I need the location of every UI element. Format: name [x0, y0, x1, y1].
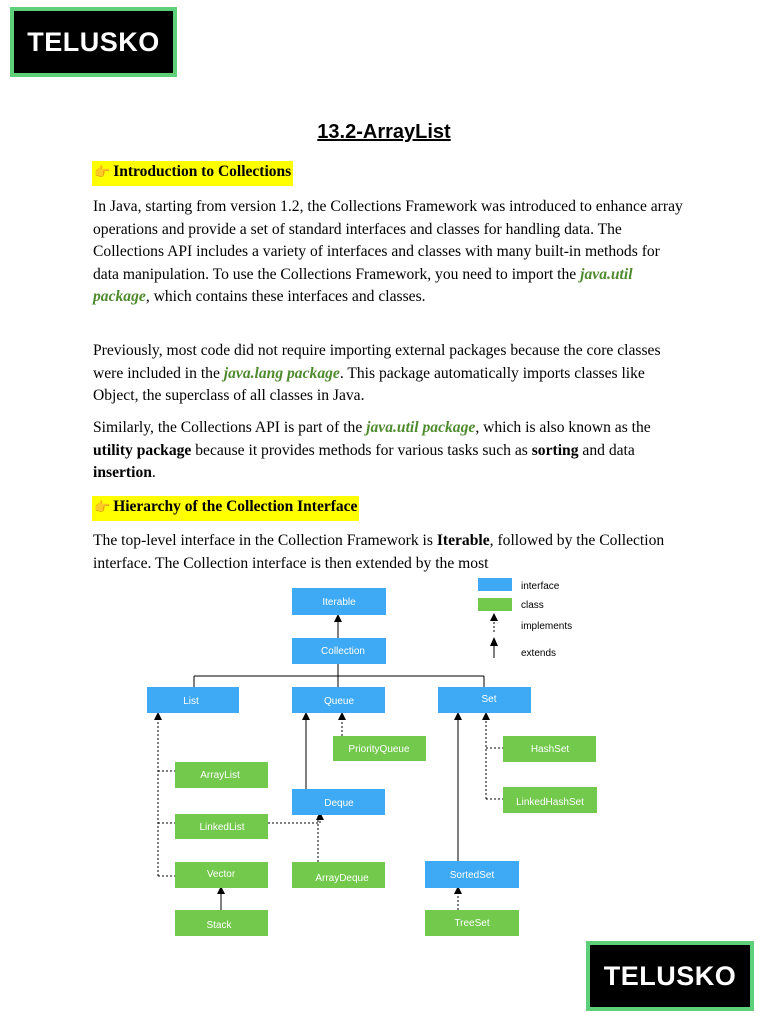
legend-implements-label: implements: [521, 621, 573, 632]
svg-text:Set: Set: [481, 694, 497, 705]
node-set: [438, 687, 531, 713]
legend-class-swatch: [478, 598, 512, 611]
node-collection: [292, 638, 386, 664]
page-title: 13.2-ArrayList: [317, 121, 451, 143]
node-priorityqueue: [333, 736, 426, 761]
heading-introduction-text: Introduction to Collections: [113, 163, 292, 180]
svg-text:LinkedList: LinkedList: [199, 822, 245, 833]
telusko-logo: TELUSKO: [586, 941, 754, 1011]
node-stack: [175, 910, 268, 936]
svg-text:LinkedHashSet: LinkedHashSet: [516, 797, 584, 808]
svg-text:SortedSet: SortedSet: [449, 870, 495, 881]
node-sortedset: [425, 861, 519, 888]
pointing-hand-icon: 👉: [94, 165, 111, 180]
svg-text:Collection: Collection: [321, 646, 365, 657]
node-vector: [175, 862, 268, 888]
heading-hierarchy-text: Hierarchy of the Collection Interface: [113, 498, 358, 515]
node-list: [147, 687, 239, 713]
java-util-package-text: java.util package: [93, 265, 633, 306]
legend-interface-swatch: [478, 578, 512, 591]
paragraph-hierarchy: The top-level interface in the Collection Framework is Iterable, followed by the Collection interface. The Collection interface is then extended by the most: [93, 532, 665, 572]
svg-text:Vector: Vector: [206, 869, 236, 880]
node-iterable: [292, 588, 386, 615]
svg-text:Iterable: Iterable: [322, 597, 356, 608]
node-linkedlist: [175, 814, 268, 839]
paragraph-java-lang: Previously, most code did not require importing external packages because the core classes were included in the java.lang package. This package automatically imports classes like Object, the superclass of all classes in Java.: [93, 342, 661, 405]
svg-text:ArrayList: ArrayList: [200, 770, 240, 781]
svg-text:TreeSet: TreeSet: [454, 918, 490, 929]
svg-text:List: List: [183, 696, 199, 707]
pointing-hand-icon: 👉: [94, 500, 111, 515]
node-hashset: [503, 736, 596, 762]
java-lang-package-text: java.lang package: [223, 364, 340, 382]
node-arraydeque: [292, 862, 385, 888]
node-queue: [292, 687, 385, 713]
svg-text:Stack: Stack: [206, 920, 232, 931]
legend-extends-label: extends: [521, 648, 557, 659]
svg-text:Queue: Queue: [323, 696, 355, 707]
legend-class-label: class: [521, 600, 544, 611]
svg-text:HashSet: HashSet: [530, 744, 570, 755]
telusko-logo: TELUSKO: [10, 7, 177, 77]
java-util-package-text: java.util package: [366, 419, 476, 436]
paragraph-collections-intro: In Java, starting from version 1.2, the Collections Framework was introduced to enhance array operations and provide a set of standard interfaces and classes for handling data. The Collections API includes a variety of interfaces and classes with many built-in methods for data manipulation. To use the Collections Framework, you need to import the java.util package, which contains these interfaces and classes.: [93, 198, 683, 306]
node-deque: [292, 789, 385, 815]
svg-text:Deque: Deque: [324, 798, 354, 809]
svg-text:ArrayDeque: ArrayDeque: [315, 873, 369, 884]
node-linkedhashset: [503, 787, 597, 813]
paragraph-utility-package: Similarly, the Collections API is part of the java.util package, which is also known as the utility package because it provides methods for various tasks such as sorting and data insertion.: [93, 419, 651, 482]
node-arraylist: [175, 762, 268, 788]
node-treeset: [425, 910, 519, 936]
legend-interface-label: interface: [521, 581, 560, 592]
svg-text:PriorityQueue: PriorityQueue: [348, 744, 410, 755]
